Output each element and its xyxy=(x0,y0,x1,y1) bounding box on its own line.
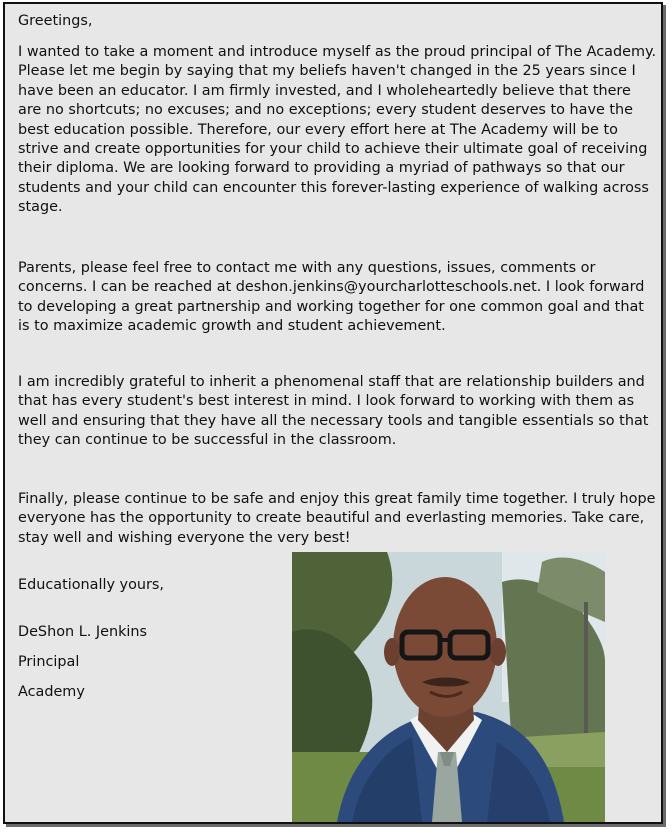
paragraph-staff: I am incredibly grateful to inherit a phenomenal staff that are relationship builders and that has every student's best interest in mind. I look forward to working with them as well and ensuring that they have all the necessary tools and tangible essentials so that they can continue to be successful in the classroom. xyxy=(18,374,649,449)
signature-title: Principal xyxy=(18,654,80,670)
signature-organization: Academy xyxy=(18,684,85,700)
closing-salutation: Educationally yours, xyxy=(18,577,164,593)
paragraph-introduction: I wanted to take a moment and introduce myself as the proud principal of The Academy. Please let me begin by saying that my beliefs haven't changed in the 25 years since I have been an educator. I am firmly invested, and I wholeheartedly believe that there are no shortcuts; no excuses; and no exceptions; every student deserves to have the best education possible. Therefore, our every effort here at The Academy will be to strive and create opportunities for your child to achieve their ultimate goal of receiving their diploma. We are looking forward to providing a myriad of pathways so that our students and your child can encounter this forever-lasting experience of walking across stage. xyxy=(18,44,657,216)
greeting: Greetings, xyxy=(18,13,93,29)
signature-name: DeShon L. Jenkins xyxy=(18,624,148,640)
letter-frame xyxy=(3,2,663,824)
paragraph-closing: Finally, please continue to be safe and enjoy this great family time together. I truly hope everyone has the opportunity to create beautiful and everlasting memories. Take care, stay well and wishing everyone the very best! xyxy=(18,491,656,546)
paragraph-contact: Parents, please feel free to contact me with any questions, issues, comments or concerns. I can be reached at deshon.jenkins@yourcharlotteschools.net. I look forward to developing a great partnership and working together for one common goal and that is to maximize academic growth and student achievement. xyxy=(18,260,645,335)
principal-portrait-photo xyxy=(292,552,605,822)
